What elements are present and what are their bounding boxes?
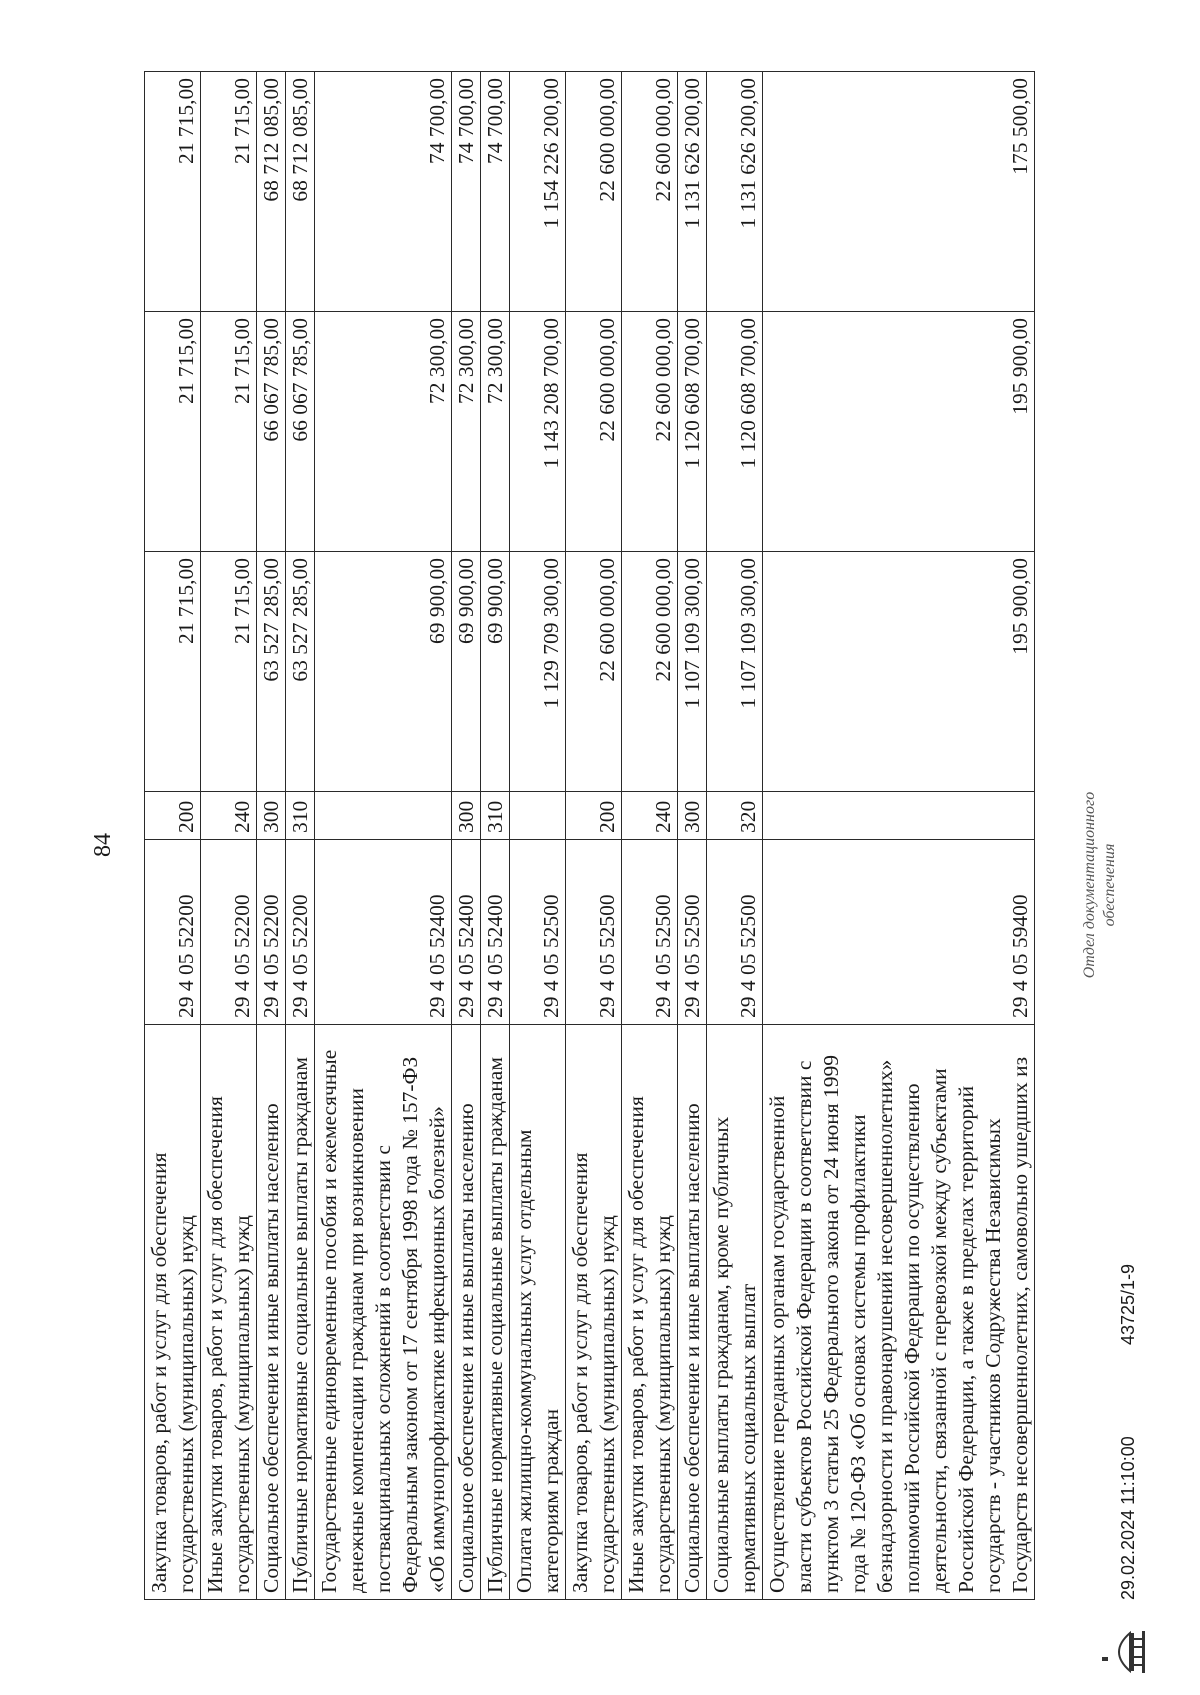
row-amount-2026-cell: 22 600 000,00 <box>566 72 622 312</box>
row-amount-2024-cell: 69 900,00 <box>452 552 481 792</box>
row-amount-2025-cell: 72 300,00 <box>452 312 481 552</box>
row-amount-2026-cell: 68 712 085,00 <box>257 72 286 312</box>
row-vr-cell: 200 <box>145 792 201 840</box>
row-csr-cell: 29 4 05 52400 <box>452 840 481 1025</box>
row-csr-cell: 29 4 05 52400 <box>481 840 510 1025</box>
table-row <box>315 72 452 1600</box>
row-name-cell: Иные закупки товаров, работ и услуг для обеспечения государственных (муниципальных) нужд <box>622 1025 678 1600</box>
row-amount-2025-cell: 195 900,00 <box>763 312 1035 552</box>
table-row <box>481 72 510 1600</box>
row-amount-2026-cell: 1 131 626 200,00 <box>707 72 763 312</box>
row-amount-2025-cell: 72 300,00 <box>481 312 510 552</box>
row-amount-2025-cell: 66 067 785,00 <box>257 312 286 552</box>
row-vr-cell: 300 <box>678 792 707 840</box>
row-amount-2025-cell: 66 067 785,00 <box>286 312 315 552</box>
row-name-cell: Закупка товаров, работ и услуг для обеспечения государственных (муниципальных) нужд <box>145 1025 201 1600</box>
row-csr-cell: 29 4 05 52500 <box>510 840 566 1025</box>
table-row <box>678 72 707 1600</box>
row-amount-2024-cell: 22 600 000,00 <box>622 552 678 792</box>
emblem-icon <box>1100 1627 1146 1677</box>
table-row <box>566 72 622 1600</box>
row-vr-cell: 310 <box>286 792 315 840</box>
row-amount-2024-cell: 1 129 709 300,00 <box>510 552 566 792</box>
table-row <box>452 72 481 1600</box>
row-amount-2025-cell: 22 600 000,00 <box>566 312 622 552</box>
row-csr-cell: 29 4 05 52500 <box>707 840 763 1025</box>
stamp-line-1: Отдел документационного <box>1081 791 1098 979</box>
row-vr-cell: 240 <box>622 792 678 840</box>
row-vr-cell <box>315 792 452 840</box>
row-name-cell: Иные закупки товаров, работ и услуг для обеспечения государственных (муниципальных) нужд <box>201 1025 257 1600</box>
budget-table-body <box>145 72 1035 1600</box>
table-row <box>707 72 763 1600</box>
row-amount-2024-cell: 21 715,00 <box>145 552 201 792</box>
row-amount-2024-cell: 22 600 000,00 <box>566 552 622 792</box>
table-row <box>510 72 566 1600</box>
row-vr-cell <box>510 792 566 840</box>
row-amount-2024-cell: 1 107 109 300,00 <box>707 552 763 792</box>
row-name-cell: Социальное обеспечение и иные выплаты населению <box>452 1025 481 1600</box>
row-name-cell: Социальные выплаты гражданам, кроме публичных нормативных социальных выплат <box>707 1025 763 1600</box>
row-csr-cell: 29 4 05 52200 <box>145 840 201 1025</box>
row-amount-2024-cell: 195 900,00 <box>763 552 1035 792</box>
row-csr-cell: 29 4 05 52200 <box>286 840 315 1025</box>
table-row <box>763 72 1035 1600</box>
row-csr-cell: 29 4 05 52200 <box>201 840 257 1025</box>
row-name-cell: Закупка товаров, работ и услуг для обеспечения государственных (муниципальных) нужд <box>566 1025 622 1600</box>
row-vr-cell: 200 <box>566 792 622 840</box>
row-amount-2026-cell: 21 715,00 <box>145 72 201 312</box>
row-csr-cell: 29 4 05 52500 <box>622 840 678 1025</box>
row-csr-cell: 29 4 05 52500 <box>566 840 622 1025</box>
row-amount-2024-cell: 69 900,00 <box>481 552 510 792</box>
row-amount-2024-cell: 21 715,00 <box>201 552 257 792</box>
row-vr-cell: 320 <box>707 792 763 840</box>
row-name-cell: Государственные единовременные пособия и ежемесячные денежные компенсации гражданам при возникновении поствакцинальных осложнений в соответствии с Федеральным законом от 17 сентября 1998 года № 157-ФЗ «Об иммунопрофилактике инфекционных болезней» <box>315 1025 452 1600</box>
row-amount-2026-cell: 74 700,00 <box>315 72 452 312</box>
row-vr-cell: 300 <box>452 792 481 840</box>
row-csr-cell: 29 4 05 52200 <box>257 840 286 1025</box>
row-vr-cell <box>763 792 1035 840</box>
page-number: 84 <box>90 833 116 857</box>
row-amount-2024-cell: 1 107 109 300,00 <box>678 552 707 792</box>
row-amount-2025-cell: 21 715,00 <box>145 312 201 552</box>
row-amount-2026-cell: 1 131 626 200,00 <box>678 72 707 312</box>
row-name-cell: Публичные нормативные социальные выплаты гражданам <box>286 1025 315 1600</box>
stamp-line-2: обеспечения <box>1101 843 1118 927</box>
row-vr-cell: 300 <box>257 792 286 840</box>
row-amount-2025-cell: 1 143 208 700,00 <box>510 312 566 552</box>
department-stamp <box>1080 735 1120 1035</box>
table-row <box>286 72 315 1600</box>
row-name-cell: Социальное обеспечение и иные выплаты населению <box>257 1025 286 1600</box>
table-row <box>622 72 678 1600</box>
row-csr-cell: 29 4 05 52500 <box>678 840 707 1025</box>
row-name-cell: Публичные нормативные социальные выплаты гражданам <box>481 1025 510 1600</box>
row-name-cell: Осуществление переданных органам государственной власти субъектов Российской Федерации в соответствии с пунктом 3 статьи 25 Федерального закона от 24 июня 1999 года № 120-ФЗ «Об основах системы профилактики безнадзорности и правонарушений несовершеннолетних» полномочий Российской Федерации по осуществлению деятельности, связанной с перевозкой между субъектами Российской Федерации, а также в пределах территорий государств - участников Содружества Независимых Государств несовершеннолетних, самовольно ушедших из <box>763 1025 1035 1600</box>
row-amount-2025-cell: 1 120 608 700,00 <box>678 312 707 552</box>
row-name-cell: Социальное обеспечение и иные выплаты населению <box>678 1025 707 1600</box>
row-vr-cell: 310 <box>481 792 510 840</box>
row-amount-2026-cell: 68 712 085,00 <box>286 72 315 312</box>
row-amount-2024-cell: 69 900,00 <box>315 552 452 792</box>
row-amount-2024-cell: 63 527 285,00 <box>257 552 286 792</box>
row-amount-2026-cell: 74 700,00 <box>481 72 510 312</box>
footer-doc-number: 43725/1-9 <box>1118 1263 1138 1345</box>
table-row <box>257 72 286 1600</box>
row-csr-cell: 29 4 05 59400 <box>763 840 1035 1025</box>
budget-table <box>144 71 1035 1600</box>
row-name-cell: Оплата жилищно-коммунальных услуг отдельным категориям граждан <box>510 1025 566 1600</box>
row-csr-cell: 29 4 05 52400 <box>315 840 452 1025</box>
row-amount-2026-cell: 21 715,00 <box>201 72 257 312</box>
row-amount-2026-cell: 175 500,00 <box>763 72 1035 312</box>
table-row <box>145 72 201 1600</box>
row-amount-2025-cell: 21 715,00 <box>201 312 257 552</box>
row-amount-2025-cell: 1 120 608 700,00 <box>707 312 763 552</box>
row-vr-cell: 240 <box>201 792 257 840</box>
row-amount-2026-cell: 74 700,00 <box>452 72 481 312</box>
row-amount-2025-cell: 22 600 000,00 <box>622 312 678 552</box>
row-amount-2024-cell: 63 527 285,00 <box>286 552 315 792</box>
footer-date: 29.02.2024 11:10:00 <box>1118 1436 1138 1600</box>
row-amount-2026-cell: 1 154 226 200,00 <box>510 72 566 312</box>
row-amount-2025-cell: 72 300,00 <box>315 312 452 552</box>
table-row <box>201 72 257 1600</box>
row-amount-2026-cell: 22 600 000,00 <box>622 72 678 312</box>
